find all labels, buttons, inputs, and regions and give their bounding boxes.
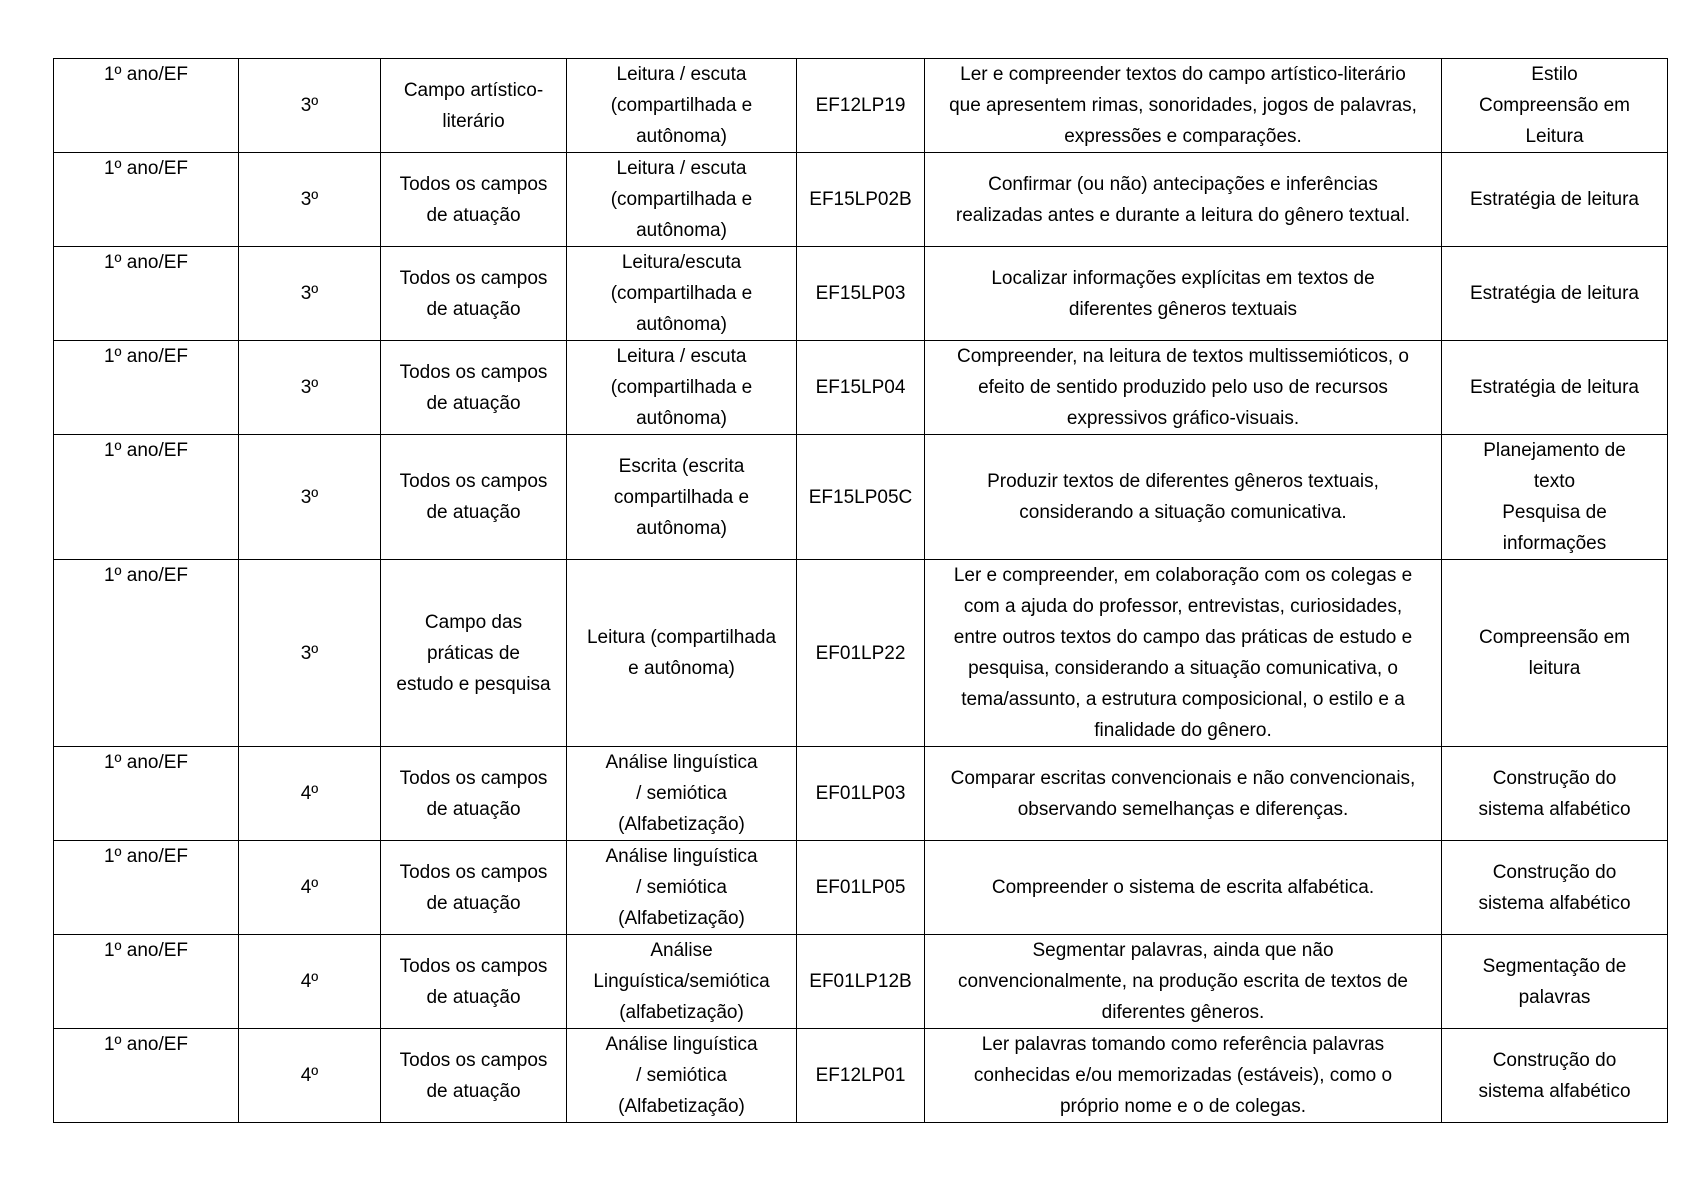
table-row <box>54 747 1668 841</box>
object-cell: Construção do sistema alfabético <box>1442 841 1668 935</box>
term-cell: 4º <box>239 747 381 841</box>
field-cell: Todos os campos de atuação <box>381 247 567 341</box>
year-cell: 1º ano/EF <box>54 435 239 560</box>
skill-cell: Localizar informações explícitas em textos de diferentes gêneros textuais <box>925 247 1442 341</box>
code-cell: EF12LP01 <box>797 1029 925 1123</box>
skill-cell: Confirmar (ou não) antecipações e inferências realizadas antes e durante a leitura do gênero textual. <box>925 153 1442 247</box>
skill-cell: Ler e compreender, em colaboração com os colegas e com a ajuda do professor, entrevistas, curiosidades, entre outros textos do campo das práticas de estudo e pesquisa, considerando a situação comunicativa, o tema/assunto, a estrutura composicional, o estilo e a finalidade do gênero. <box>925 560 1442 747</box>
field-cell: Todos os campos de atuação <box>381 341 567 435</box>
table-row <box>54 841 1668 935</box>
year-cell: 1º ano/EF <box>54 841 239 935</box>
term-cell: 4º <box>239 935 381 1029</box>
practice-cell: Escrita (escrita compartilhada e autônoma) <box>567 435 797 560</box>
table-row <box>54 560 1668 747</box>
object-cell: Estratégia de leitura <box>1442 153 1668 247</box>
table-row <box>54 59 1668 153</box>
field-cell: Todos os campos de atuação <box>381 841 567 935</box>
table-row <box>54 247 1668 341</box>
term-cell: 3º <box>239 59 381 153</box>
table-row <box>54 153 1668 247</box>
object-cell: Planejamento de texto Pesquisa de informações <box>1442 435 1668 560</box>
year-cell: 1º ano/EF <box>54 153 239 247</box>
practice-cell: Análise linguística / semiótica (Alfabetização) <box>567 841 797 935</box>
field-cell: Todos os campos de atuação <box>381 153 567 247</box>
object-cell: Estratégia de leitura <box>1442 341 1668 435</box>
practice-cell: Leitura / escuta (compartilhada e autônoma) <box>567 153 797 247</box>
skill-cell: Segmentar palavras, ainda que não convencionalmente, na produção escrita de textos de diferentes gêneros. <box>925 935 1442 1029</box>
field-cell: Todos os campos de atuação <box>381 435 567 560</box>
curriculum-table <box>53 58 1668 1123</box>
table-row <box>54 341 1668 435</box>
practice-cell: Leitura / escuta (compartilhada e autônoma) <box>567 341 797 435</box>
practice-cell: Análise Linguística/semiótica (alfabetização) <box>567 935 797 1029</box>
table-row <box>54 1029 1668 1123</box>
term-cell: 3º <box>239 341 381 435</box>
practice-cell: Leitura/escuta (compartilhada e autônoma) <box>567 247 797 341</box>
code-cell: EF12LP19 <box>797 59 925 153</box>
object-cell: Construção do sistema alfabético <box>1442 1029 1668 1123</box>
term-cell: 3º <box>239 153 381 247</box>
code-cell: EF01LP22 <box>797 560 925 747</box>
year-cell: 1º ano/EF <box>54 1029 239 1123</box>
object-cell: Compreensão em leitura <box>1442 560 1668 747</box>
code-cell: EF01LP05 <box>797 841 925 935</box>
field-cell: Campo artístico- literário <box>381 59 567 153</box>
skill-cell: Compreender, na leitura de textos multissemióticos, o efeito de sentido produzido pelo uso de recursos expressivos gráfico-visuais. <box>925 341 1442 435</box>
year-cell: 1º ano/EF <box>54 935 239 1029</box>
skill-cell: Comparar escritas convencionais e não convencionais, observando semelhanças e diferenças. <box>925 747 1442 841</box>
term-cell: 4º <box>239 1029 381 1123</box>
practice-cell: Análise linguística / semiótica (Alfabetização) <box>567 747 797 841</box>
skill-cell: Produzir textos de diferentes gêneros textuais, considerando a situação comunicativa. <box>925 435 1442 560</box>
year-cell: 1º ano/EF <box>54 59 239 153</box>
year-cell: 1º ano/EF <box>54 341 239 435</box>
object-cell: Estilo Compreensão em Leitura <box>1442 59 1668 153</box>
practice-cell: Leitura (compartilhada e autônoma) <box>567 560 797 747</box>
year-cell: 1º ano/EF <box>54 247 239 341</box>
skill-cell: Ler palavras tomando como referência palavras conhecidas e/ou memorizadas (estáveis), como o próprio nome e o de colegas. <box>925 1029 1442 1123</box>
field-cell: Todos os campos de atuação <box>381 747 567 841</box>
year-cell: 1º ano/EF <box>54 560 239 747</box>
table-row <box>54 935 1668 1029</box>
code-cell: EF15LP03 <box>797 247 925 341</box>
field-cell: Todos os campos de atuação <box>381 935 567 1029</box>
term-cell: 3º <box>239 247 381 341</box>
code-cell: EF15LP02B <box>797 153 925 247</box>
table-row <box>54 435 1668 560</box>
object-cell: Estratégia de leitura <box>1442 247 1668 341</box>
skill-cell: Compreender o sistema de escrita alfabética. <box>925 841 1442 935</box>
document-page <box>53 58 1667 1123</box>
code-cell: EF15LP05C <box>797 435 925 560</box>
year-cell: 1º ano/EF <box>54 747 239 841</box>
skill-cell: Ler e compreender textos do campo artístico-literário que apresentem rimas, sonoridades, jogos de palavras, expressões e comparações. <box>925 59 1442 153</box>
code-cell: EF01LP03 <box>797 747 925 841</box>
term-cell: 3º <box>239 560 381 747</box>
term-cell: 3º <box>239 435 381 560</box>
practice-cell: Análise linguística / semiótica (Alfabetização) <box>567 1029 797 1123</box>
object-cell: Construção do sistema alfabético <box>1442 747 1668 841</box>
field-cell: Campo das práticas de estudo e pesquisa <box>381 560 567 747</box>
practice-cell: Leitura / escuta (compartilhada e autônoma) <box>567 59 797 153</box>
code-cell: EF15LP04 <box>797 341 925 435</box>
code-cell: EF01LP12B <box>797 935 925 1029</box>
object-cell: Segmentação de palavras <box>1442 935 1668 1029</box>
term-cell: 4º <box>239 841 381 935</box>
field-cell: Todos os campos de atuação <box>381 1029 567 1123</box>
